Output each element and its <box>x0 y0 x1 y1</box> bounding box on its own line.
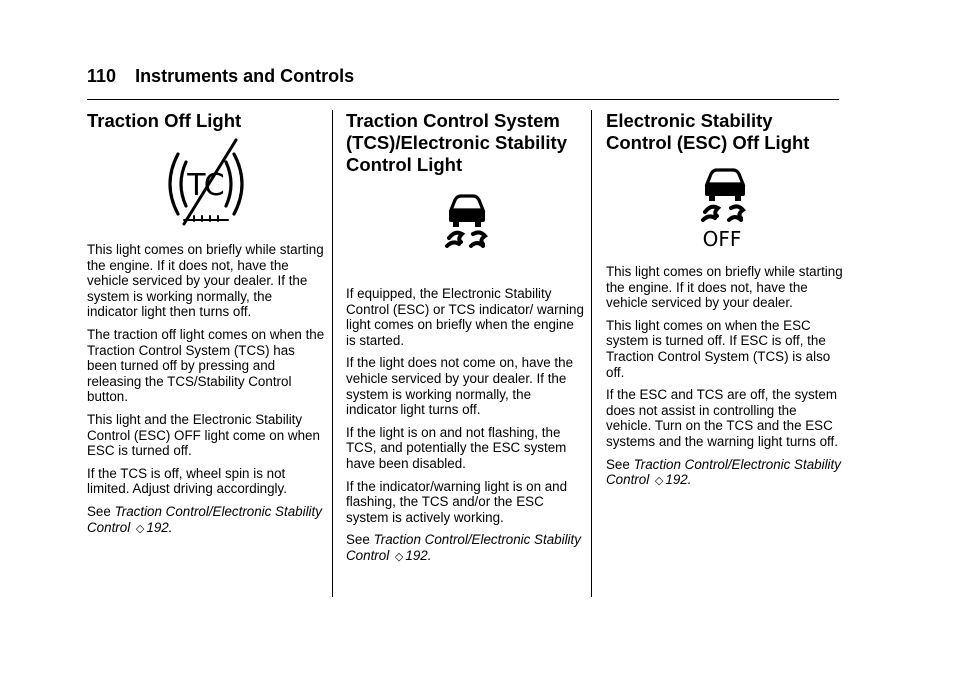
heading-line: Traction Control System <box>346 110 560 131</box>
page-ref-arrow-icon: ◇ <box>135 522 145 535</box>
paragraph: If the TCS is off, wheel spin is not limited. Adjust driving accordingly. <box>87 465 287 497</box>
paragraph: This light comes on briefly while starting the engine. If it does not, have the vehicle serviced by your dealer. If the system is working normally, the indicator light then turns off. <box>87 242 324 320</box>
heading-traction-off-light: Traction Off Light <box>87 110 242 131</box>
column-traction-off <box>87 110 325 544</box>
reference-link[interactable]: Traction Control/Electronic Stability Control <box>346 532 581 563</box>
heading-tcs-esc-light <box>346 110 584 176</box>
see-reference <box>346 532 584 565</box>
header-rule <box>87 99 839 100</box>
see-reference <box>606 457 844 490</box>
column-esc-off <box>606 110 844 497</box>
paragraph: This light and the Electronic Stability Control (ESC) OFF light come on when ESC is turned off. <box>87 411 320 459</box>
page-header <box>87 66 354 87</box>
paragraph: If equipped, the Electronic Stability Control (ESC) or TCS indicator/ warning light comes on briefly when the engine is started. <box>346 286 584 348</box>
paragraph: If the light is on and not flashing, the TCS, and potentially the ESC system have been disabled. <box>346 424 567 471</box>
heading-esc-off-light <box>606 110 844 154</box>
paragraph: The traction off light comes on when the Traction Control System (TCS) has been turned off by pressing and releasing the TCS/Stability Control button. <box>87 326 325 405</box>
paragraph: If the ESC and TCS are off, the system does not assist in controlling the vehicle. Turn on the TCS and the ESC systems and the warning light turns off. <box>606 387 838 449</box>
paragraph: If the indicator/warning light is on and flashing, the TCS and/or the ESC system is actively working. <box>346 478 568 525</box>
see-reference <box>87 504 325 537</box>
page-ref-arrow-icon: ◇ <box>394 550 404 563</box>
heading-line: Control Light <box>346 154 463 175</box>
heading-line: (TCS)/Electronic Stability <box>346 132 568 153</box>
paragraph: If the light does not come on, have the vehicle serviced by your dealer. If the system is working normally, the indicator light turns off. <box>346 355 574 418</box>
traction-off-icon <box>87 132 325 242</box>
column-tcs-esc <box>346 110 584 573</box>
paragraph: This light comes on briefly while starting the engine. If it does not, have the vehicle serviced by your dealer. <box>606 264 843 311</box>
page-ref-arrow-icon: ◇ <box>654 475 664 488</box>
esc-off-icon-label: OFF <box>702 227 742 251</box>
see-label: See <box>606 456 630 472</box>
paragraph: This light comes on when the ESC system is turned off. If ESC is off, the Traction Control System (TCS) is also off. <box>606 317 831 380</box>
see-label: See <box>87 503 111 519</box>
page-reference[interactable]: 192. <box>405 547 432 563</box>
see-label: See <box>346 532 370 548</box>
traction-off-icon-label: TC <box>187 168 225 203</box>
reference-link[interactable]: Traction Control/Electronic Stability Control <box>87 503 322 535</box>
heading-line: Control (ESC) Off Light <box>606 132 810 153</box>
esc-off-icon <box>606 154 844 264</box>
column-divider <box>332 110 333 597</box>
column-divider <box>591 110 592 597</box>
section-title: Instruments and Controls <box>135 66 355 86</box>
stability-control-icon <box>346 176 584 286</box>
page-number: 110 <box>87 66 117 86</box>
heading-line: Electronic Stability <box>606 110 773 131</box>
reference-link[interactable]: Traction Control/Electronic Stability Control <box>606 456 841 488</box>
page-reference[interactable]: 192. <box>146 519 173 535</box>
page-reference[interactable]: 192. <box>665 472 692 488</box>
